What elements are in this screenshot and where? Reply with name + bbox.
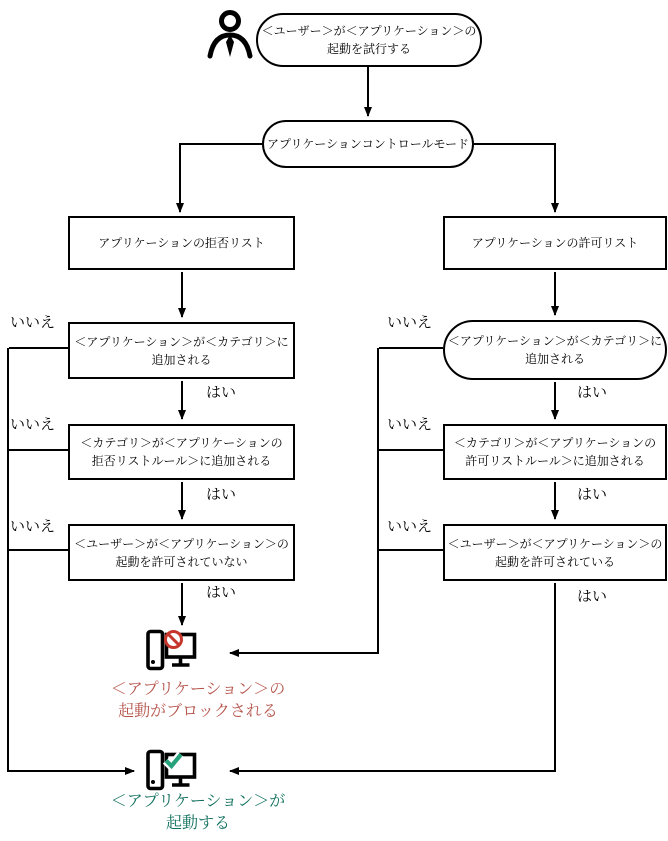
node-deny-rule-check [68,424,295,480]
computer-prohibition-icon [146,629,198,676]
node-allow-user-check [443,524,667,581]
node-deny-category-line1: ＜アプリケーション＞が＜カテゴリ＞に [74,334,289,349]
node-deny-user-line1: ＜ユーザー＞が＜アプリケーション＞の [74,536,289,551]
node-deny-user-check [68,524,295,581]
node-allowlist-label: アプリケーションの許可リスト [471,236,639,250]
label-no: いいえ [10,416,56,433]
node-allow-rule-line1: ＜カテゴリ＞が＜アプリケーションの [453,436,657,450]
node-start-line2: 起動を試行する [326,42,411,56]
node-allow-rule-line2: 許可リストルール＞に追加される [465,454,645,468]
label-yes: はい [206,486,237,503]
node-allow-category-check [443,320,667,380]
result-started-line1: ＜アプリケーション＞が [110,793,286,810]
node-deny-category-line2: 追加される [151,352,212,367]
label-yes: はい [577,588,608,605]
node-start-line1: ＜ユーザー＞が＜アプリケーション＞の [261,24,477,38]
label-yes: はい [206,384,237,401]
label-no: いいえ [387,518,433,535]
node-deny-category-check [68,322,295,379]
label-no: いいえ [387,314,433,331]
node-denylist [68,216,295,270]
prohibition-icon [166,632,182,648]
result-started-line2: 起動する [165,815,230,832]
user-icon [206,9,254,63]
node-denylist-label: アプリケーションの拒否リスト [98,236,265,250]
node-deny-user-line2: 起動を許可されていない [115,554,248,569]
node-allow-user-line2: 起動を許可されている [494,554,615,569]
label-no: いいえ [387,416,433,433]
node-allowlist [443,216,667,270]
label-no: いいえ [10,314,56,331]
label-yes: はい [577,486,608,503]
result-blocked-line2: 起動がブロックされる [118,703,278,720]
node-control-mode [262,120,474,168]
computer-check-icon [146,749,198,796]
node-allow-category-line2: 追加される [524,352,585,366]
node-deny-rule-line1: ＜カテゴリ＞が＜アプリケーションの [80,436,283,450]
node-allow-category-line1: ＜アプリケーション＞が＜カテゴリ＞に [447,334,663,348]
label-yes: はい [206,584,237,601]
node-start [256,13,482,67]
node-deny-rule-line2: 拒否リストルール＞に追加される [91,454,272,468]
label-yes: はい [577,384,608,401]
result-blocked-caption [98,679,298,723]
result-started-caption [98,791,298,835]
result-blocked-line1: ＜アプリケーション＞の [110,681,286,698]
node-control-mode-label: アプリケーションコントロールモード [266,137,470,151]
node-allow-user-line1: ＜ユーザー＞が＜アプリケーション＞の [447,536,663,551]
label-no: いいえ [10,518,56,535]
node-allow-rule-check [443,424,667,480]
